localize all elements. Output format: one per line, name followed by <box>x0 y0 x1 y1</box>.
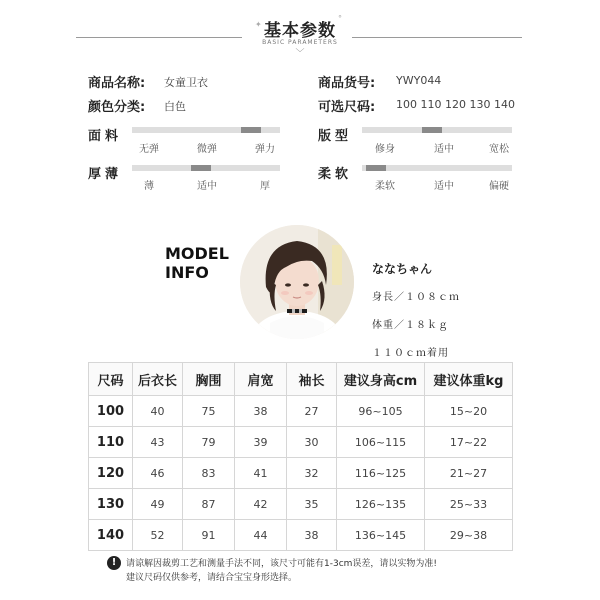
attribute-scale-marker <box>191 165 211 171</box>
table-body <box>89 396 513 551</box>
model-height: 身長／１０８ｃｍ <box>372 292 460 303</box>
table-cell: 38 <box>235 396 287 427</box>
model-size-worn: １１０ｃｍ着用 <box>372 348 449 359</box>
attribute-scale-bar <box>362 165 512 171</box>
decor-dot-icon: ✦ <box>255 20 262 29</box>
column-header: 建议身高cm <box>337 363 425 396</box>
table-cell: 79 <box>183 427 235 458</box>
product-name-label: 商品名称: <box>88 76 146 91</box>
product-code-label: 商品货号: <box>318 76 376 91</box>
table-cell: 43 <box>133 427 183 458</box>
table-cell: 44 <box>235 520 287 551</box>
table-cell: 15~20 <box>425 396 513 427</box>
attribute-option: 弹力 <box>255 144 275 155</box>
table-cell: 35 <box>287 489 337 520</box>
size-cell: 120 <box>89 458 133 489</box>
note-line: 请谅解因裁剪工艺和测量手法不同，该尺寸可能有1-3cm误差，请以实物为准! <box>126 559 438 569</box>
sizes-label: 可选尺码: <box>318 100 376 115</box>
column-header: 后衣长 <box>133 363 183 396</box>
attribute-option: 无弹 <box>139 144 159 155</box>
color-label: 颜色分类: <box>88 100 146 115</box>
attribute-option: 薄 <box>144 181 154 192</box>
table-cell: 106~115 <box>337 427 425 458</box>
model-heading-line: MODEL <box>165 244 229 263</box>
table-cell: 27 <box>287 396 337 427</box>
warning-icon: ! <box>107 556 121 570</box>
attribute-scale-bar <box>362 127 512 133</box>
attribute-option: 修身 <box>375 144 395 155</box>
table-cell: 83 <box>183 458 235 489</box>
model-name: ななちゃん <box>372 262 433 276</box>
column-header: 胸围 <box>183 363 235 396</box>
attribute-option: 厚 <box>260 181 270 192</box>
model-weight: 体重／１８ｋｇ <box>372 320 449 331</box>
attribute-option: 适中 <box>434 181 454 192</box>
table-cell: 75 <box>183 396 235 427</box>
attribute-label: 面料 <box>88 129 123 144</box>
size-chart-table <box>88 362 513 551</box>
table-cell: 17~22 <box>425 427 513 458</box>
attribute-option: 宽松 <box>489 144 509 155</box>
table-cell: 87 <box>183 489 235 520</box>
attribute-label: 柔软 <box>318 167 353 182</box>
table-cell: 42 <box>235 489 287 520</box>
table-row <box>89 427 513 458</box>
attribute-option: 偏硬 <box>489 181 509 192</box>
note-line: 建议尺码仅供参考，请结合宝宝身形选择。 <box>126 573 298 583</box>
table-cell: 38 <box>287 520 337 551</box>
model-heading-line: INFO <box>165 263 209 282</box>
table-cell: 91 <box>183 520 235 551</box>
attribute-scale-marker <box>241 127 261 133</box>
attribute-scale-bar <box>132 127 280 133</box>
table-row <box>89 458 513 489</box>
attribute-label: 厚薄 <box>88 167 123 182</box>
table-cell: 41 <box>235 458 287 489</box>
table-cell: 49 <box>133 489 183 520</box>
attribute-label: 版型 <box>318 129 353 144</box>
attribute-option: 适中 <box>197 181 217 192</box>
model-info-heading <box>165 244 229 282</box>
table-cell: 21~27 <box>425 458 513 489</box>
attribute-option: 适中 <box>434 144 454 155</box>
table-cell: 126~135 <box>337 489 425 520</box>
size-cell: 130 <box>89 489 133 520</box>
sizes-value: 100 110 120 130 140 <box>396 98 515 111</box>
table-cell: 46 <box>133 458 183 489</box>
chevron-down-icon: ﹀ <box>295 49 305 59</box>
table-cell: 39 <box>235 427 287 458</box>
column-header: 建议体重kg <box>425 363 513 396</box>
page-subtitle: BASIC PARAMETERS <box>262 39 338 46</box>
size-cell: 140 <box>89 520 133 551</box>
table-cell: 32 <box>287 458 337 489</box>
table-header-row <box>89 363 513 396</box>
table-row <box>89 396 513 427</box>
column-header: 肩宽 <box>235 363 287 396</box>
table-cell: 25~33 <box>425 489 513 520</box>
column-header: 尺码 <box>89 363 133 396</box>
attribute-scale-bar <box>132 165 280 171</box>
table-cell: 116~125 <box>337 458 425 489</box>
section-header <box>0 14 600 59</box>
color-value: 白色 <box>164 100 186 113</box>
size-cell: 110 <box>89 427 133 458</box>
table-cell: 96~105 <box>337 396 425 427</box>
table-cell: 52 <box>133 520 183 551</box>
table-cell: 136~145 <box>337 520 425 551</box>
size-cell: 100 <box>89 396 133 427</box>
product-name-value: 女童卫衣 <box>164 76 208 89</box>
table-row <box>89 489 513 520</box>
decor-dot-icon: ° <box>338 14 342 23</box>
attribute-option: 微弹 <box>197 144 217 155</box>
table-cell: 29~38 <box>425 520 513 551</box>
table-cell: 30 <box>287 427 337 458</box>
table-cell: 40 <box>133 396 183 427</box>
column-header: 袖长 <box>287 363 337 396</box>
table-row <box>89 520 513 551</box>
attribute-option: 柔软 <box>375 181 395 192</box>
product-code-value: YWY044 <box>396 74 442 87</box>
page-title: 基本参数 <box>264 21 336 41</box>
model-photo <box>240 225 354 339</box>
attribute-scale-marker <box>366 165 386 171</box>
model-portrait-image <box>240 225 354 339</box>
attribute-scale-marker <box>422 127 442 133</box>
